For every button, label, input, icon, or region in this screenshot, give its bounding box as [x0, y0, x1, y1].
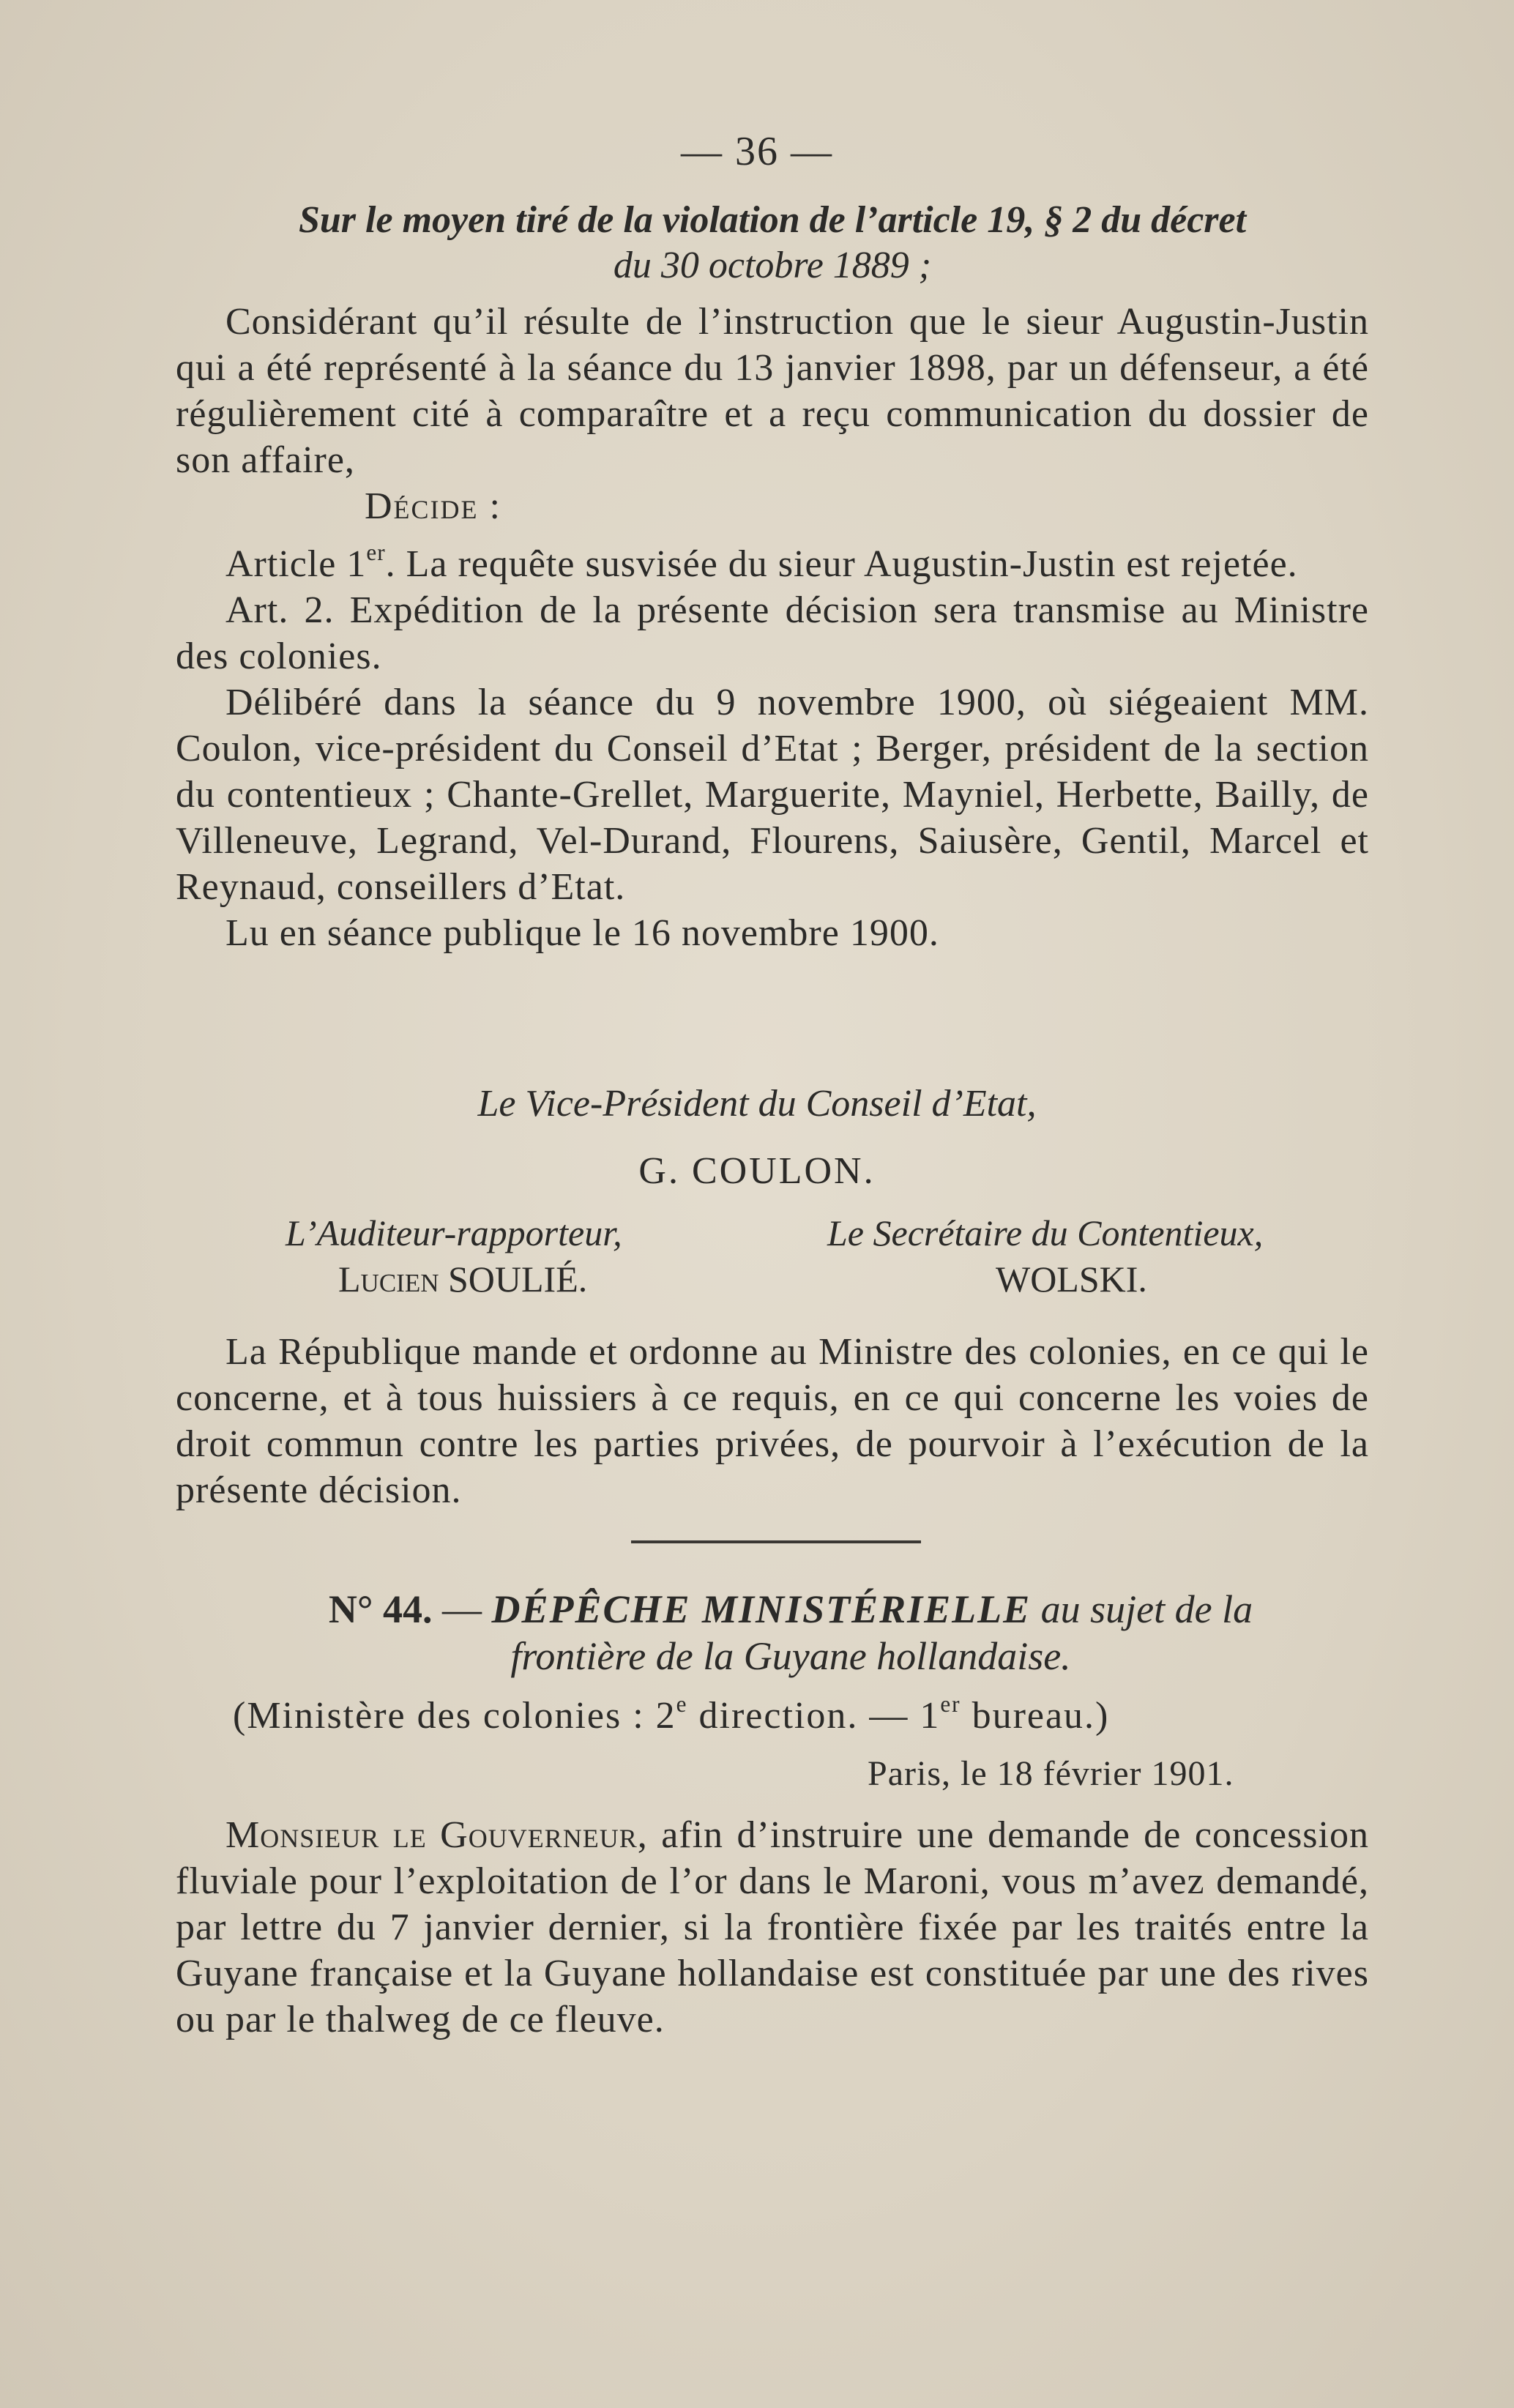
section-divider	[631, 1540, 921, 1543]
article1-paragraph	[176, 529, 1369, 587]
depeche-dash: —	[432, 1587, 492, 1631]
auditeur-title: L’Auditeur-rapporteur,	[286, 1212, 622, 1253]
depeche-title-rest: au sujet de la	[1031, 1587, 1253, 1631]
decide-label-text: Décide :	[365, 485, 501, 527]
ministere-part1: (Ministère des colonies : 2	[233, 1694, 676, 1737]
depeche-number: N° 44.	[328, 1587, 433, 1631]
moyen-heading	[176, 198, 1369, 288]
auditeur-name: Lucien SOULIÉ.	[338, 1259, 588, 1300]
republique-block	[176, 1329, 1369, 1513]
moyen-heading-text: Sur le moyen tiré de la violation de l’article 19, § 2 du décret	[298, 199, 1247, 241]
ministere-sup2: er	[940, 1691, 961, 1717]
article1-text: . La requête susvisée du sieur Augustin-Justin est rejetée.	[385, 543, 1298, 585]
lu-seance-paragraph: Lu en séance publique le 16 novembre 1900.	[225, 912, 939, 954]
moyen-heading-line1	[176, 198, 1369, 243]
letter-paragraph	[176, 1812, 1369, 2043]
secretaire-name: WOLSKI.	[996, 1259, 1147, 1300]
ministere-line	[233, 1691, 1109, 1737]
republique-paragraph: La République mande et ordonne au Ministre des colonies, en ce qui le concerne, et à tous huissiers à ce requis, en ce qui concerne les voies de droit commun contre les parties privées, de pourvoir à l’exécution de la présente décision.	[176, 1331, 1369, 1511]
depeche-title-caps: DÉPÊCHE MINISTÉRIELLE	[491, 1587, 1032, 1631]
depeche-title-line2: frontière de la Guyane hollandaise.	[510, 1634, 1071, 1678]
vice-president-title: Le Vice-Président du Conseil d’Etat,	[477, 1083, 1037, 1125]
letter-block	[176, 1812, 1369, 2043]
article2-paragraph: Art. 2. Expédition de la présente décision sera transmise au Ministre des colonies.	[176, 589, 1369, 677]
depeche-title	[220, 1586, 1362, 1680]
ministere-part2: direction. — 1	[687, 1694, 941, 1737]
delibere-paragraph: Délibéré dans la séance du 9 novembre 1900, où siégeaient MM. Coulon, vice-président du Conseil d’Etat ; Berger, président de la section du contentieux ; Chante-Grellet, Marguerite, Mayniel, Herbette, Bailly, de Villeneuve, Legrand, Vel-Durand, Flourens, Saiusère, Gentil, Marcel et Reynaud, conseillers d’Etat.	[176, 681, 1369, 908]
article1-prefix: Article 1	[225, 543, 367, 585]
letter-body: , afin d’instruire une demande de concession fluviale pour l’exploitation de l’or dans le Maroni, vous m’avez demandé, par lettre du 7 janvier dernier, si la frontière fixée par les traités entre la Guyane française et la Guyane hollandaise est constituée par une des rives ou par le thalweg de ce fleuve.	[176, 1814, 1369, 2040]
dateline: Paris, le 18 février 1901.	[868, 1754, 1234, 1793]
ministere-sup1: e	[676, 1691, 688, 1717]
vice-president-name: G. COULON.	[638, 1150, 876, 1192]
depeche-title-line1	[220, 1586, 1362, 1633]
letter-salutation: Monsieur le Gouverneur	[225, 1814, 638, 1856]
decision-body	[176, 299, 1369, 956]
article1-sup: er	[366, 540, 386, 565]
considerant-paragraph: Considérant qu’il résulte de l’instruction que le sieur Augustin-Justin qui a été représenté à la séance du 13 janvier 1898, par un défenseur, a été régulièrement cité à comparaître et a reçu communication du dossier de son affaire,	[176, 301, 1369, 481]
decide-label	[176, 483, 1369, 529]
ministere-part3: bureau.)	[961, 1694, 1110, 1737]
secretaire-title: Le Secrétaire du Contentieux,	[827, 1212, 1264, 1253]
moyen-heading-line2: du 30 octobre 1889 ;	[613, 245, 932, 286]
page-number: — 36 —	[681, 129, 833, 174]
